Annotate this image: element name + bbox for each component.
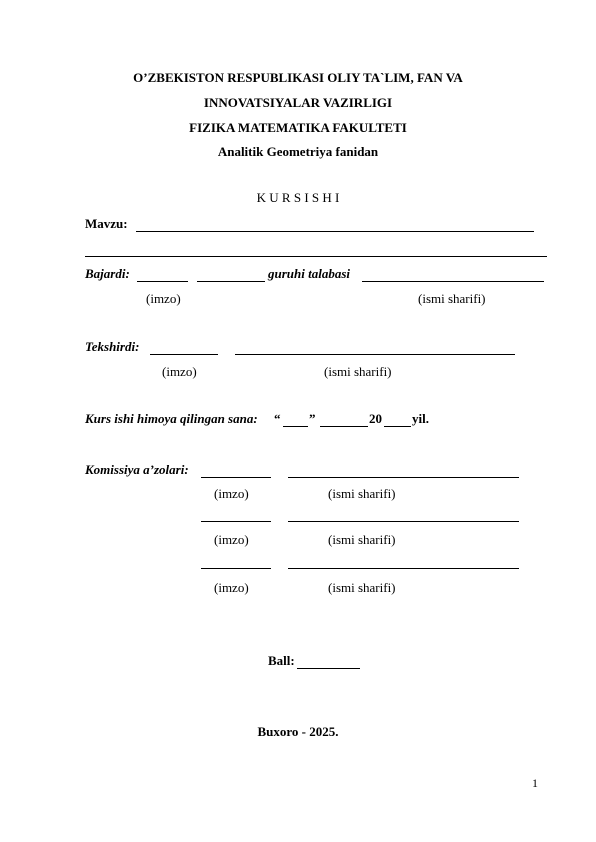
defense-year-prefix: 20 bbox=[369, 411, 382, 426]
document-title: K U R S I S H I bbox=[256, 190, 340, 205]
commission-sign-line-1 bbox=[201, 477, 271, 478]
performer-name-caption: (ismi sharifi) bbox=[418, 291, 486, 306]
commission-name-caption-2: (ismi sharifi) bbox=[328, 532, 396, 547]
commission-sign-line-2 bbox=[201, 521, 271, 522]
performer-group-text: guruhi talabasi bbox=[268, 266, 351, 281]
defense-close-quote: ” bbox=[309, 411, 316, 426]
city-year: Buxoro - 2025. bbox=[257, 724, 339, 739]
performer-group-line bbox=[197, 281, 265, 282]
ball-line bbox=[297, 668, 360, 669]
defense-day-line bbox=[283, 426, 308, 427]
reviewer-sign-caption: (imzo) bbox=[162, 364, 197, 379]
commission-sign-line-3 bbox=[201, 568, 271, 569]
performer-name-line bbox=[362, 281, 544, 282]
reviewer-name-line bbox=[235, 354, 515, 355]
defense-open-quote: “ bbox=[274, 411, 281, 426]
defense-year-line bbox=[384, 426, 411, 427]
performer-sign-caption: (imzo) bbox=[146, 291, 181, 306]
performer-sign-line bbox=[137, 281, 188, 282]
commission-sign-caption-2: (imzo) bbox=[214, 532, 249, 547]
performer-label: Bajardi: bbox=[85, 266, 130, 281]
commission-sign-caption-1: (imzo) bbox=[214, 486, 249, 501]
commission-name-line-2 bbox=[288, 521, 519, 522]
ministry-line-1: O’ZBEKISTON RESPUBLIKASI OLIY TA`LIM, FAN VA bbox=[133, 70, 463, 85]
reviewer-name-caption: (ismi sharifi) bbox=[324, 364, 392, 379]
page-number: 1 bbox=[532, 776, 538, 790]
defense-month-line bbox=[320, 426, 368, 427]
commission-sign-caption-3: (imzo) bbox=[214, 580, 249, 595]
defense-year-suffix: yil. bbox=[412, 411, 429, 426]
topic-line bbox=[136, 231, 534, 232]
commission-name-line-1 bbox=[288, 477, 519, 478]
topic-line-2 bbox=[85, 256, 547, 257]
reviewer-sign-line bbox=[150, 354, 218, 355]
reviewer-label: Tekshirdi: bbox=[85, 339, 140, 354]
ministry-line-2: INNOVATSIYALAR VAZIRLIGI bbox=[203, 95, 393, 110]
commission-name-caption-3: (ismi sharifi) bbox=[328, 580, 396, 595]
commission-name-caption-1: (ismi sharifi) bbox=[328, 486, 396, 501]
faculty-name: FIZIKA MATEMATIKA FAKULTETI bbox=[189, 120, 407, 135]
ball-label: Ball: bbox=[268, 653, 295, 668]
commission-label: Komissiya a’zolari: bbox=[85, 462, 189, 477]
subject-name: Analitik Geometriya fanidan bbox=[217, 144, 379, 159]
defense-date-label: Kurs ishi himoya qilingan sana: bbox=[85, 411, 258, 426]
topic-label: Mavzu: bbox=[85, 216, 128, 231]
commission-name-line-3 bbox=[288, 568, 519, 569]
